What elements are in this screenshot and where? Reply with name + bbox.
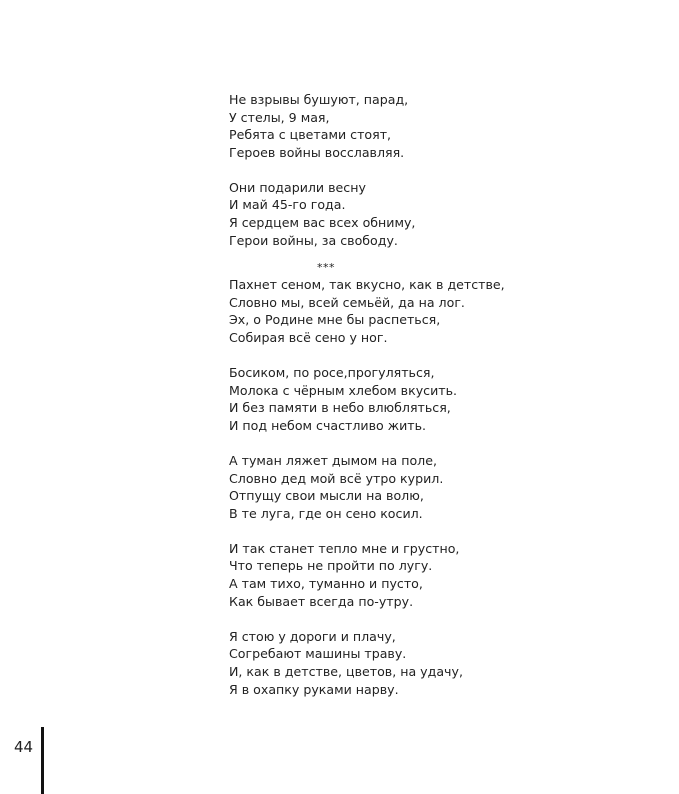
poem-line: Я стою у дороги и плачу,	[229, 628, 396, 644]
poem-line: И май 45-го года.	[229, 197, 346, 213]
poem-text	[229, 91, 649, 716]
poem-line: Ребята с цветами стоят,	[229, 127, 392, 143]
poem-line: Собирая всё сено у ног.	[229, 330, 388, 346]
poem-line: И так станет тепло мне и грустно,	[229, 540, 460, 556]
stanza	[229, 452, 649, 522]
poem-line: Словно дед мой всё утро курил.	[229, 470, 444, 486]
poem-line: Как бывает всегда по-утру.	[229, 593, 414, 609]
poem-line: Отпущу свои мысли на волю,	[229, 488, 424, 504]
poem-line: У стелы, 9 мая,	[229, 109, 330, 125]
page-number: 44	[14, 738, 34, 756]
stanza	[229, 91, 649, 161]
stanza	[229, 179, 649, 249]
stanza	[229, 276, 649, 346]
poem-line: Эх, о Родине мне бы распеться,	[229, 312, 441, 328]
poem-line: В те луга, где он сено косил.	[229, 505, 423, 521]
poem-line: Пахнет сеном, так вкусно, как в детстве,	[229, 277, 505, 293]
poem-line: И под небом счастливо жить.	[229, 417, 427, 433]
poem-line: А там тихо, туманно и пусто,	[229, 576, 423, 592]
poem-line: А туман ляжет дымом на поле,	[229, 453, 437, 468]
stanza	[229, 364, 649, 434]
poem-line: Они подарили весну	[229, 179, 366, 195]
poem-line: Героев войны восславляя.	[229, 144, 405, 160]
stanza	[229, 628, 649, 698]
section-separator: ***	[317, 261, 335, 275]
poem-line: Я в охапку руками нарву.	[229, 681, 399, 697]
poem-line: Словно мы, всей семьёй, да на лог.	[229, 294, 465, 310]
poem-line: Согребают машины траву.	[229, 646, 407, 662]
poem-line: Герои войны, за свободу.	[229, 232, 398, 248]
poem-line: И, как в детстве, цветов, на удачу,	[229, 663, 463, 679]
stanza	[229, 540, 649, 610]
poem-line: Молока с чёрным хлебом вкусить.	[229, 382, 458, 398]
poem-line: Босиком, по росе,прогуляться,	[229, 365, 435, 381]
poem-line: И без памяти в небо влюбляться,	[229, 400, 451, 416]
poem-line: Что теперь не пройти по лугу.	[229, 558, 433, 574]
page-number-divider	[41, 727, 44, 794]
poem-line: Я сердцем вас всех обниму,	[229, 215, 416, 231]
poem-line: Не взрывы бушуют, парад,	[229, 92, 409, 107]
